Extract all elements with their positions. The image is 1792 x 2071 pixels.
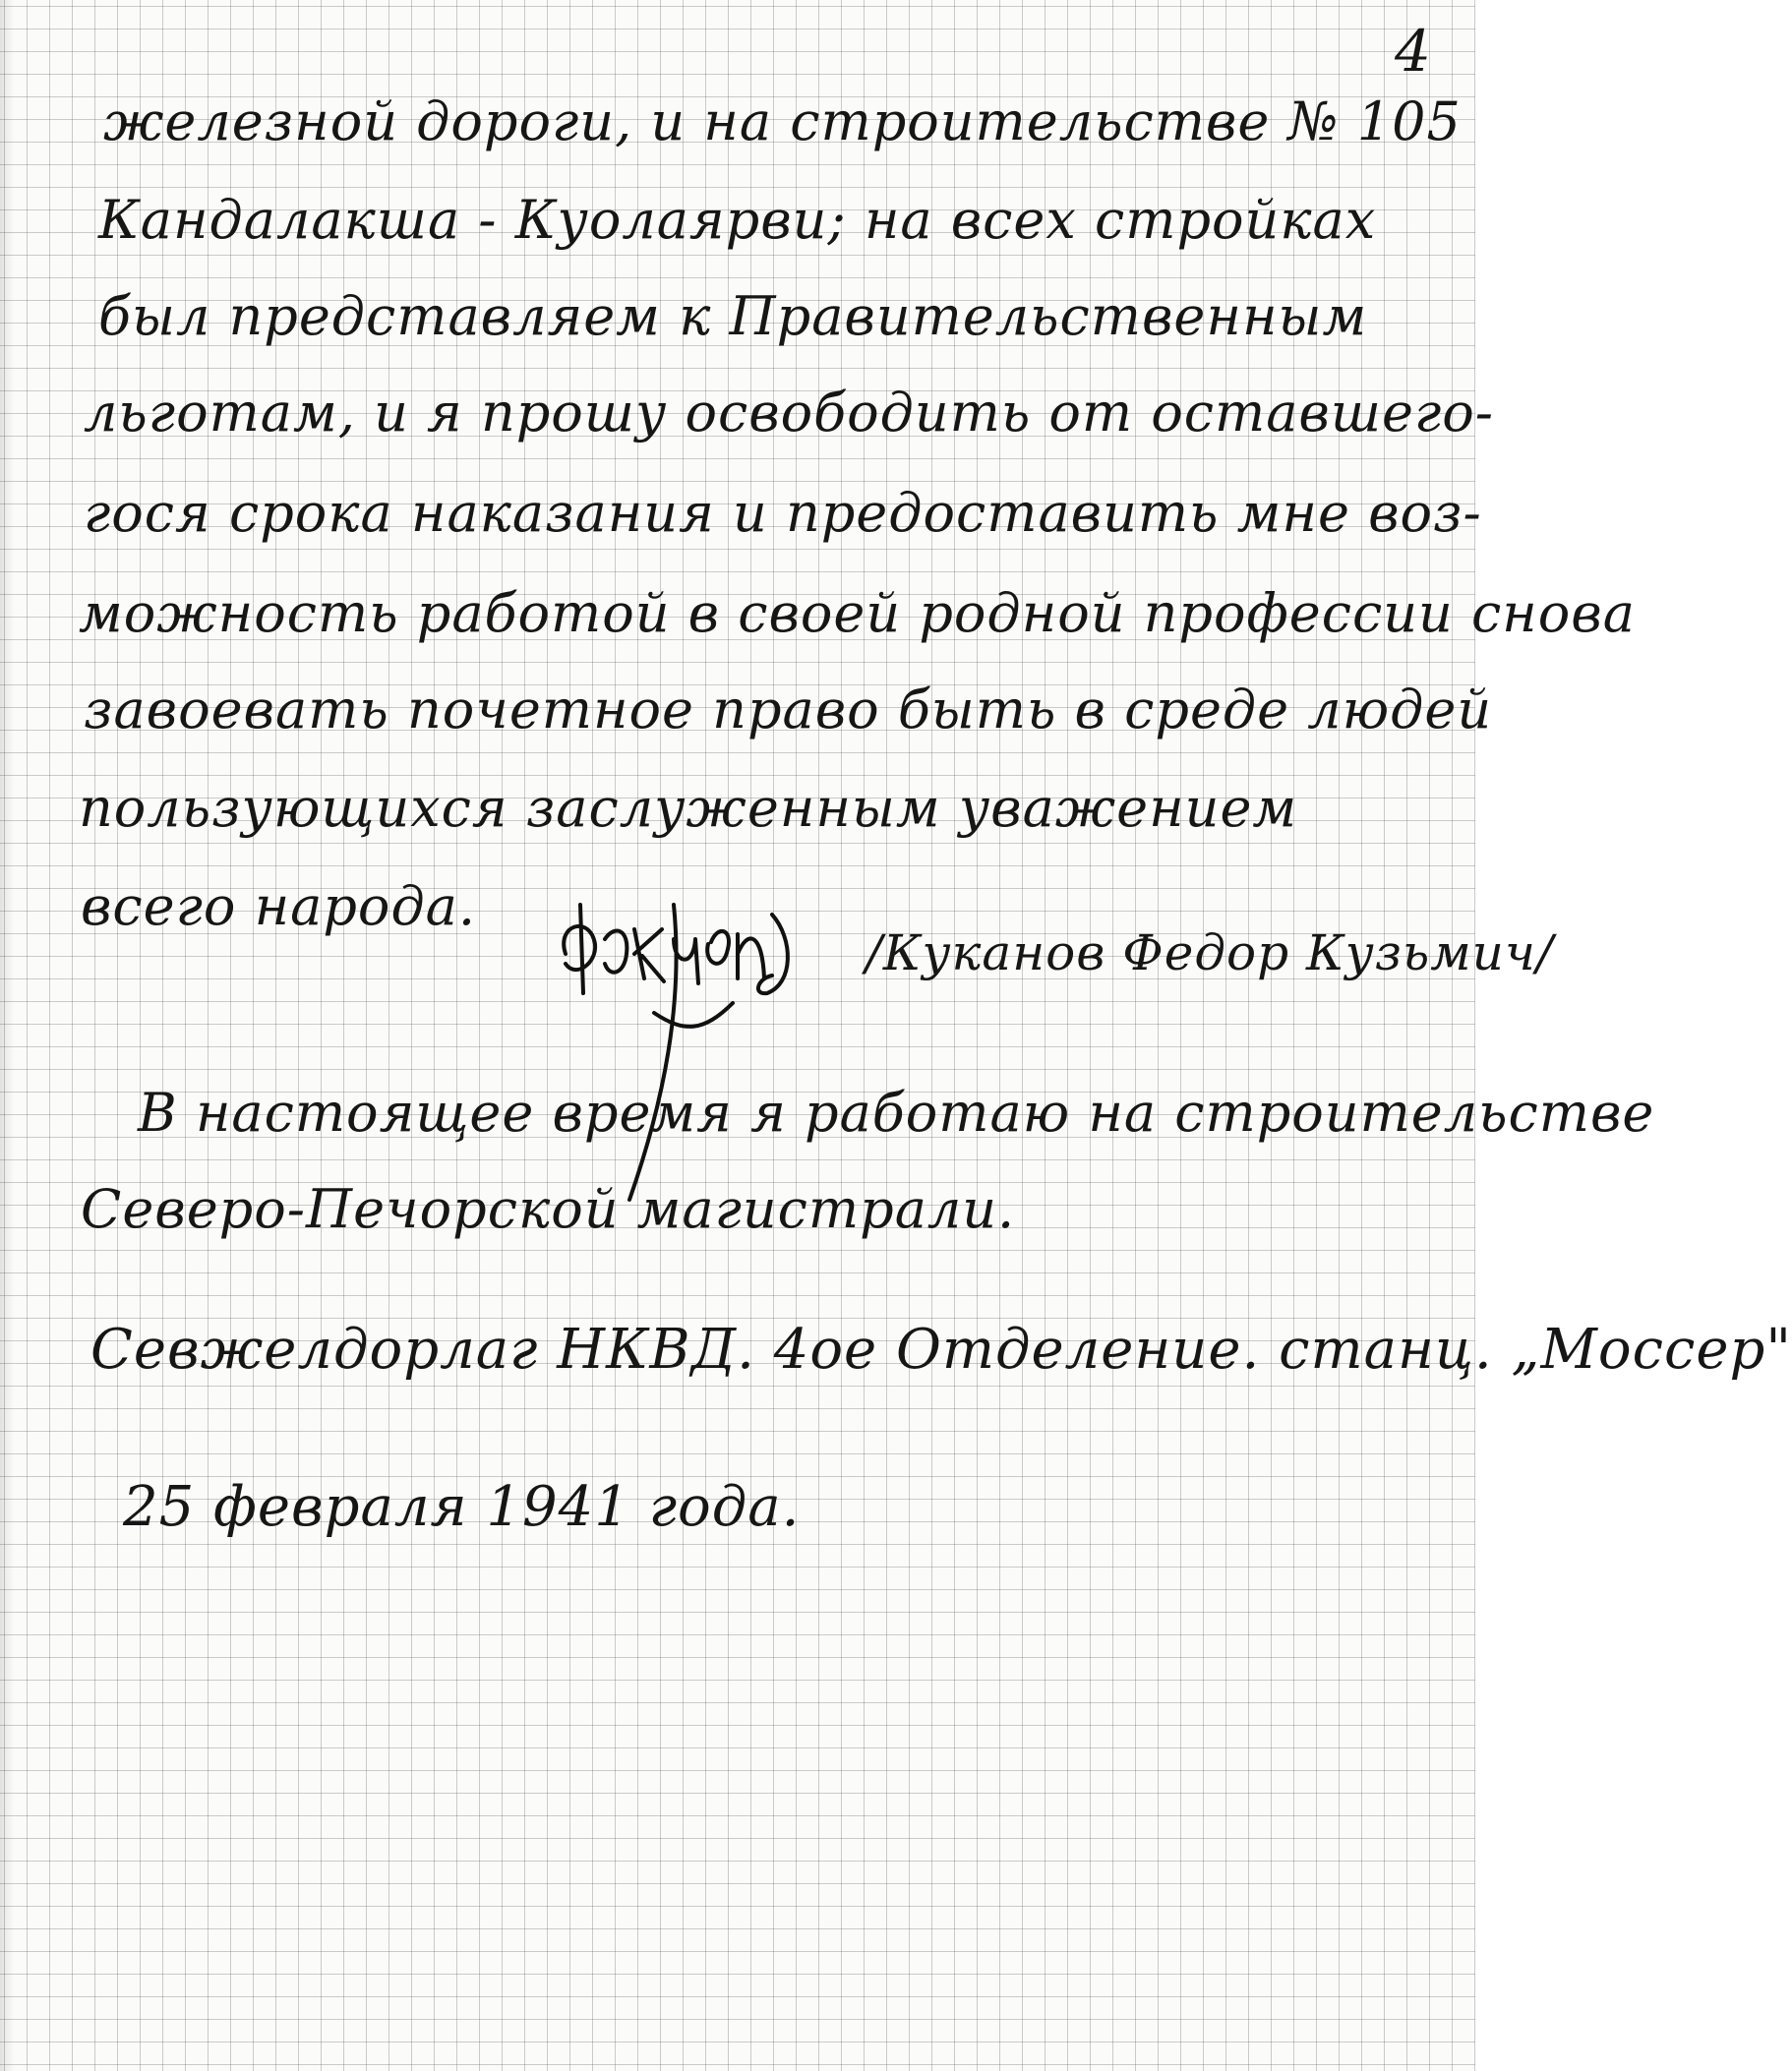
paragraph2-line-1: В настоящее время я работаю на строительстве: [138, 1082, 1655, 1144]
text-line-3: был представляем к Правительственным: [98, 285, 1368, 347]
return-address: Севжелдорлаг НКВД. 4ое Отделение. станц. „Моссер": [90, 1318, 1792, 1382]
text-line-8: пользующихся заслуженным уважением: [79, 777, 1298, 839]
text-line-7: завоевать почетное право быть в среде людей: [84, 679, 1493, 740]
text-line-5: гося срока наказания и предоставить мне воз-: [84, 482, 1482, 544]
page-number: 4: [1395, 18, 1432, 85]
signer-name: /Куканов Федор Кузьмич/: [866, 924, 1554, 981]
text-line-1: железной дороги, и на строительстве № 105: [103, 90, 1462, 152]
text-line-2: Кандалакша - Куолаярви; на всех стройках: [98, 189, 1377, 251]
paragraph2-line-2: Северо-Печорской магистрали.: [81, 1178, 1016, 1240]
page-edge-shadow: [0, 0, 14, 2071]
text-line-6: можность работой в своей родной профессии снова: [79, 582, 1636, 644]
handwritten-signature: [536, 885, 802, 1210]
text-line-4: льготам, и я прошу освободить от оставшего-: [84, 382, 1495, 444]
text-line-9: всего народа.: [81, 875, 477, 937]
date-line: 25 февраля 1941 года.: [123, 1475, 801, 1539]
